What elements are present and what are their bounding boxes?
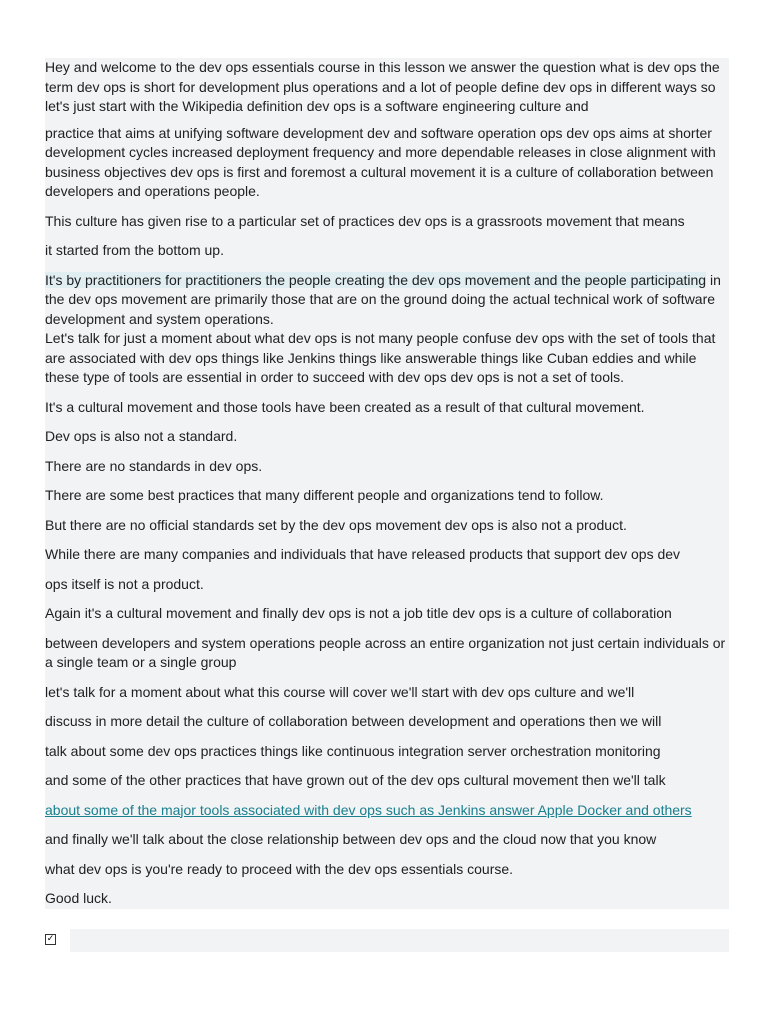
transcript-line-highlighted [45, 271, 729, 330]
transcript-line: practice that aims at unifying software development dev and software operation ops dev ops aims at shorter development cycles increased deployment frequency and more dependable releases in close alignment with business objectives dev ops is first and foremost a cultural movement it is a culture of collaboration between developers and operations people. [45, 124, 716, 199]
transcript-line: between developers and system operations people across an entire organization not just certain individuals or a single team or a single group [45, 634, 726, 670]
transcript-line: ops itself is not a product. [45, 575, 204, 592]
transcript-line: While there are many companies and individuals that have released products that support dev ops dev [45, 546, 681, 562]
transcript-line: Let's talk for just a moment about what dev ops is not many people confuse dev ops with the set of tools that are associated with dev ops things like Jenkins things like answerable things like Cuban eddies and while these type of tools are essential in order to succeed with dev ops dev ops is not a set of tools. [45, 330, 716, 385]
transcript-line: This culture has given rise to a particular set of practices dev ops is a grassroots movement that means [45, 212, 685, 229]
transcript-line: and finally we'll talk about the close relationship between dev ops and the cloud now that you know [45, 831, 657, 847]
transcript-line: what dev ops is you're ready to proceed with the dev ops essentials course. [45, 860, 514, 877]
transcript-text: in the dev ops movement are primarily those that are on the ground doing the actual technical work of software development and system operations. [45, 271, 721, 327]
transcript-line: But there are no official standards set by the dev ops movement dev ops is also not a product. [45, 516, 627, 533]
transcript-line-link [45, 801, 729, 821]
transcript-line: discuss in more detail the culture of collaboration between development and operations then we will [45, 713, 662, 729]
checkbox[interactable]: ✓ [46, 934, 55, 944]
transcript-line: There are no standards in dev ops. [45, 457, 263, 474]
transcript-line: Good luck. [45, 890, 112, 906]
transcript-line: Hey and welcome to the dev ops essentials course in this lesson we answer the question what is dev ops the term dev ops is short for development plus operations and a lot of people define dev ops in different ways so let's just start with the Wikipedia definition dev ops is a software engineering culture and [45, 59, 720, 114]
transcript-line: Again it's a cultural movement and finally dev ops is not a job title dev ops is a culture of collaboration [45, 605, 672, 621]
transcript-line: it started from the bottom up. [45, 242, 224, 258]
transcript-line: talk about some dev ops practices things like continuous integration server orchestration monitoring [45, 742, 661, 759]
transcript-link[interactable]: about some of the major tools associated with dev ops such as Jenkins answer Apple Docker and others [45, 801, 692, 818]
transcript-line: Dev ops is also not a standard. [45, 428, 238, 444]
footer-row [45, 929, 729, 952]
footer-bar [70, 929, 729, 952]
transcript-line: It's a cultural movement and those tools have been created as a result of that cultural movement. [45, 398, 645, 415]
highlighted-text: It's by practitioners for practitioners the people creating the dev ops movement and the people participating [45, 271, 707, 288]
transcript-line: There are some best practices that many different people and organizations tend to follow. [45, 487, 604, 503]
transcript-line: let's talk for a moment about what this course will cover we'll start with dev ops culture and we'll [45, 683, 635, 700]
transcript-line: and some of the other practices that have grown out of the dev ops cultural movement then we'll talk [45, 772, 666, 788]
transcript-panel [45, 58, 729, 909]
